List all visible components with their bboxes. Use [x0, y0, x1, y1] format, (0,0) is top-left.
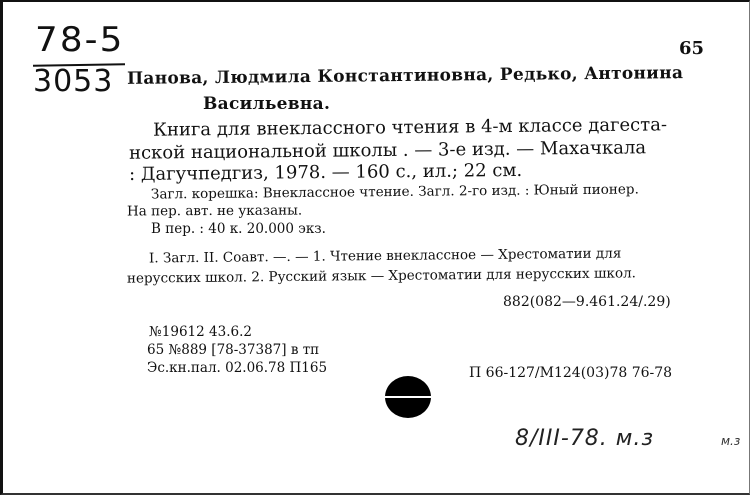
- subject-index-line: I. Загл. II. Соавт. —. — 1. Чтение внеклассное — Хрестоматии для: [148, 245, 622, 267]
- note-line: На пер. авт. не указаны.: [126, 202, 303, 220]
- price-circulation-line: В пер. : 40 к. 20.000 экз.: [151, 221, 326, 237]
- inventory-line: 65 №889 [78-37387] в тп: [147, 342, 320, 358]
- author-line: Панова, Людмила Константиновна, Редько, Антонина: [126, 63, 684, 89]
- note-line: Загл. корешка: Внеклассное чтение. Загл. 2-го изд. : Юный пионер.: [150, 181, 639, 203]
- handwritten-corner-note: м.з: [721, 434, 741, 448]
- subject-index-line: нерусских школ. 2. Русский язык — Хрестоматии для нерусских школ.: [126, 265, 636, 287]
- imprint-line: : Дагучпедгиз, 1978. — 160 с., ил.; 22 см.: [128, 159, 523, 186]
- inventory-line: Эс.кн.пал. 02.06.78 П165: [147, 360, 328, 376]
- author-line-continued: Васильевна.: [203, 94, 331, 114]
- handwritten-call-number-top: 78-5: [35, 20, 125, 60]
- title-line: нской национальной школы . — 3-е изд. — Махачкала: [128, 137, 647, 164]
- page-number: 65: [679, 38, 705, 59]
- inventory-line: №19612 43.6.2: [149, 324, 252, 340]
- handwritten-receipt-note: 8/III-78. м.з: [515, 426, 655, 451]
- title-line: Книга для внеклассного чтения в 4-м классе дагеста-: [152, 114, 668, 141]
- handwritten-call-number-bottom: 3053: [33, 64, 114, 99]
- price-code: П 66-127/М124(03)78 76-78: [469, 365, 673, 381]
- punch-hole-highlight: [385, 396, 431, 398]
- classification-code: 882(082—9.461.24/.29): [503, 294, 671, 310]
